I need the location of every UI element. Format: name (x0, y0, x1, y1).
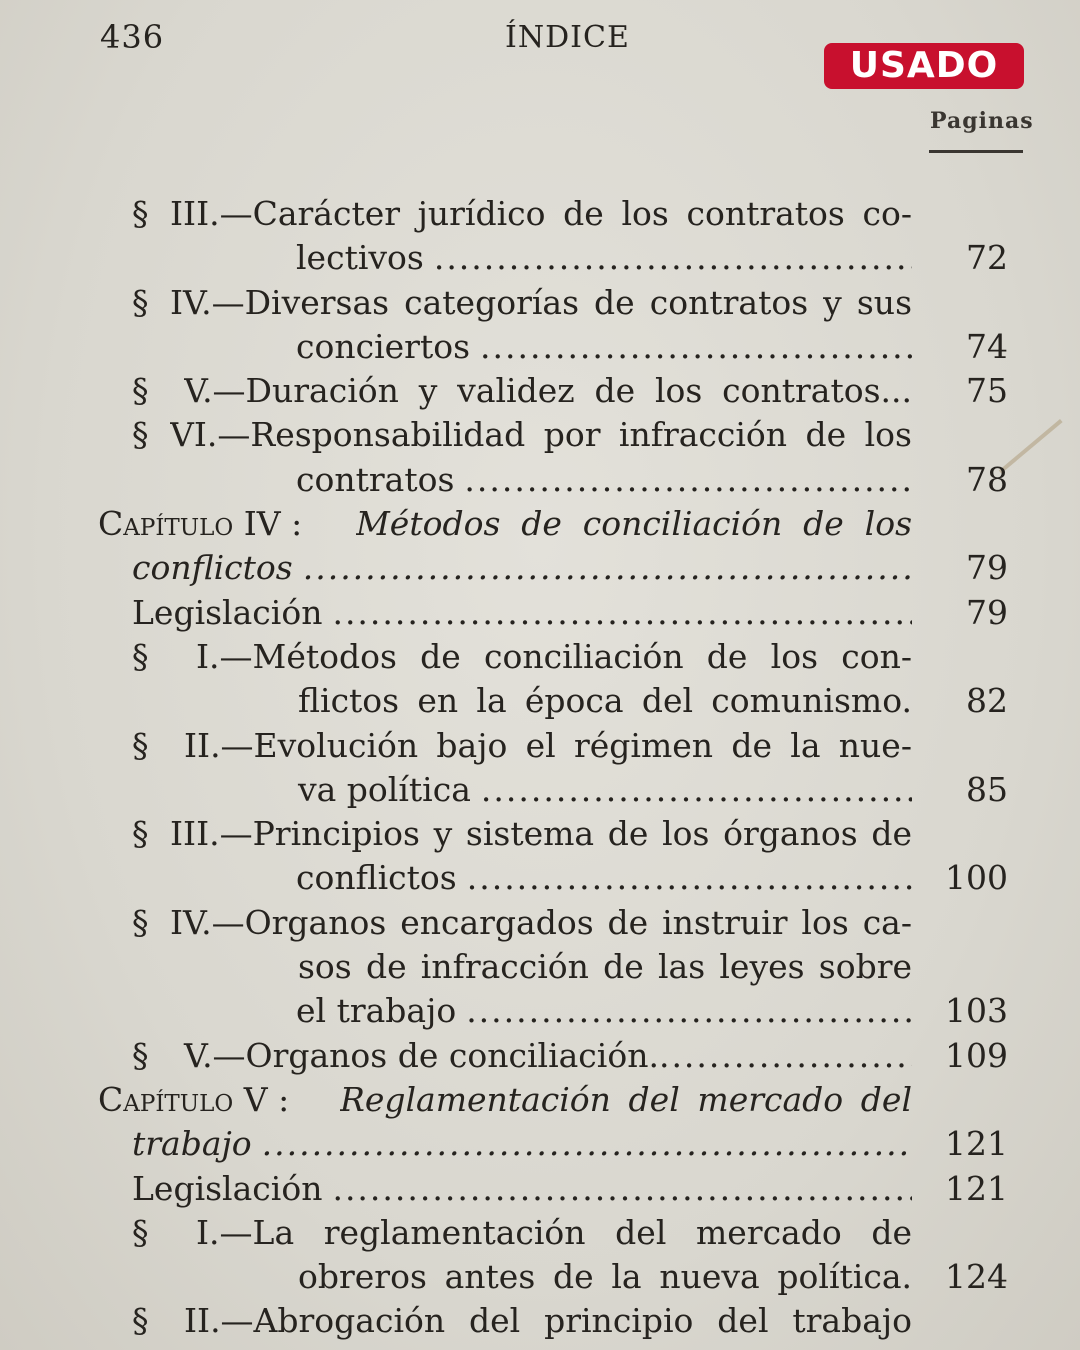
toc-entry-continuation: lectivos (296, 238, 424, 278)
dot-leader (481, 768, 912, 812)
chapter-label: Capítulo V : (98, 1079, 290, 1119)
toc-entry-label: Legislación (132, 1168, 323, 1208)
dot-leader (303, 546, 912, 590)
toc-entry-leader (132, 546, 912, 590)
toc-entry-leader (296, 856, 912, 900)
toc-entry-continuation: conciertos (296, 326, 471, 366)
toc-line (0, 546, 1080, 590)
toc-line (0, 856, 1080, 900)
toc-line (0, 1255, 1080, 1299)
toc-entry-label: II.—Abrogación del principio del trabajo (184, 1301, 912, 1341)
toc-entry-continuation: contratos (296, 459, 455, 499)
toc-line (0, 724, 1080, 768)
toc-page-number: 82 (966, 681, 1008, 721)
used-badge: USADO (824, 43, 1024, 89)
dot-leader (464, 458, 912, 502)
toc-line (0, 325, 1080, 369)
page-number: 436 (100, 18, 165, 56)
toc-entry-label: V.—Duración y validez de los contratos... (184, 371, 912, 411)
toc-entry-label: I.—Métodos de conciliación de los con- (196, 636, 912, 676)
table-of-contents (0, 192, 1080, 1344)
toc-entry-leader (296, 458, 912, 502)
section-marker: § (132, 1035, 149, 1075)
toc-line (0, 502, 1080, 546)
dot-leader (480, 325, 912, 369)
toc-entry-leader (298, 768, 912, 812)
chapter-title: Métodos de conciliación de los (356, 504, 912, 544)
toc-page-number: 72 (966, 238, 1008, 278)
toc-line (0, 281, 1080, 325)
toc-entry-leader (132, 591, 912, 635)
toc-page-number: 100 (945, 858, 1008, 898)
toc-page-number: 109 (945, 1035, 1008, 1075)
toc-entry-label: II.—Evolución bajo el régimen de la nue- (184, 725, 912, 765)
toc-line (0, 635, 1080, 679)
toc-page-number: 85 (966, 769, 1008, 809)
section-marker: § (132, 636, 149, 676)
toc-entry-label: IV.—Diversas categorías de contratos y sus (170, 282, 912, 322)
toc-page-number: 121 (945, 1168, 1008, 1208)
toc-line (0, 1122, 1080, 1166)
section-marker: § (132, 282, 149, 322)
toc-page-number: 75 (966, 371, 1008, 411)
toc-line (0, 1211, 1080, 1255)
section-marker: § (132, 1212, 149, 1252)
toc-line (0, 369, 1080, 413)
toc-line (0, 458, 1080, 502)
section-marker: § (132, 725, 149, 765)
dot-leader (467, 856, 912, 900)
toc-entry-leader (184, 1034, 912, 1078)
toc-entry-leader (296, 325, 912, 369)
dot-leader (332, 591, 912, 635)
section-marker: § (132, 814, 149, 854)
section-marker: § (132, 371, 149, 411)
toc-line (0, 192, 1080, 236)
toc-line (0, 413, 1080, 457)
toc-line (0, 236, 1080, 280)
section-marker: § (132, 1301, 149, 1341)
toc-entry-continuation: flictos en la época del comunismo. (298, 681, 912, 721)
dot-leader (332, 1167, 912, 1211)
toc-line (0, 679, 1080, 723)
toc-entry-label: IV.—Organos encargados de instruir los ca- (170, 902, 912, 942)
pages-column-label: Paginas (930, 108, 1034, 134)
toc-page-number: 78 (966, 459, 1008, 499)
toc-page-number: 74 (966, 326, 1008, 366)
chapter-title: Reglamentación del mercado del (340, 1079, 912, 1119)
toc-page-number: 103 (945, 991, 1008, 1031)
toc-entry-label: III.—Carácter jurídico de los contratos co- (170, 194, 912, 233)
running-head: ÍNDICE (505, 20, 630, 55)
toc-entry-continuation: conflictos (296, 858, 457, 898)
toc-page-number: 79 (966, 548, 1008, 588)
chapter-title-continuation: conflictos (132, 548, 293, 588)
toc-entry-leader (296, 236, 912, 280)
toc-line (0, 812, 1080, 856)
toc-line (0, 1078, 1080, 1122)
dot-leader (659, 1034, 912, 1078)
toc-page-number: 79 (966, 592, 1008, 632)
toc-entry-label: Legislación (132, 592, 323, 632)
toc-entry-continuation: va política (298, 769, 471, 809)
toc-entry-leader (132, 1167, 912, 1211)
toc-line (0, 1034, 1080, 1078)
section-marker: § (132, 415, 149, 455)
chapter-title-continuation: trabajo (132, 1124, 252, 1164)
dot-leader (466, 989, 912, 1033)
toc-entry-continuation: el trabajo (296, 991, 457, 1031)
toc-line (0, 901, 1080, 945)
toc-line (0, 989, 1080, 1033)
dot-leader (262, 1122, 912, 1166)
section-marker: § (132, 194, 149, 233)
toc-page-number: 121 (945, 1124, 1008, 1164)
section-marker: § (132, 902, 149, 942)
toc-entry-label: I.—La reglamentación del mercado de (196, 1212, 912, 1252)
toc-entry-leader (132, 1122, 912, 1166)
toc-entry-label: III.—Principios y sistema de los órganos de (170, 814, 912, 854)
toc-entry-leader (296, 989, 912, 1033)
pages-column-rule (929, 150, 1023, 153)
toc-line (0, 591, 1080, 635)
toc-entry-continuation: obreros antes de la nueva política. (298, 1257, 912, 1297)
toc-entry-continuation: sos de infracción de las leyes sobre (298, 947, 912, 987)
toc-line (0, 1299, 1080, 1343)
toc-line (0, 1167, 1080, 1211)
dot-leader (434, 236, 912, 280)
toc-entry-label: V.—Organos de conciliación. (184, 1035, 659, 1075)
toc-entry-label: VI.—Responsabilidad por infracción de los (170, 415, 912, 455)
chapter-label: Capítulo IV : (98, 504, 303, 544)
toc-line (0, 945, 1080, 989)
toc-page-number: 124 (945, 1257, 1008, 1297)
toc-line (0, 768, 1080, 812)
